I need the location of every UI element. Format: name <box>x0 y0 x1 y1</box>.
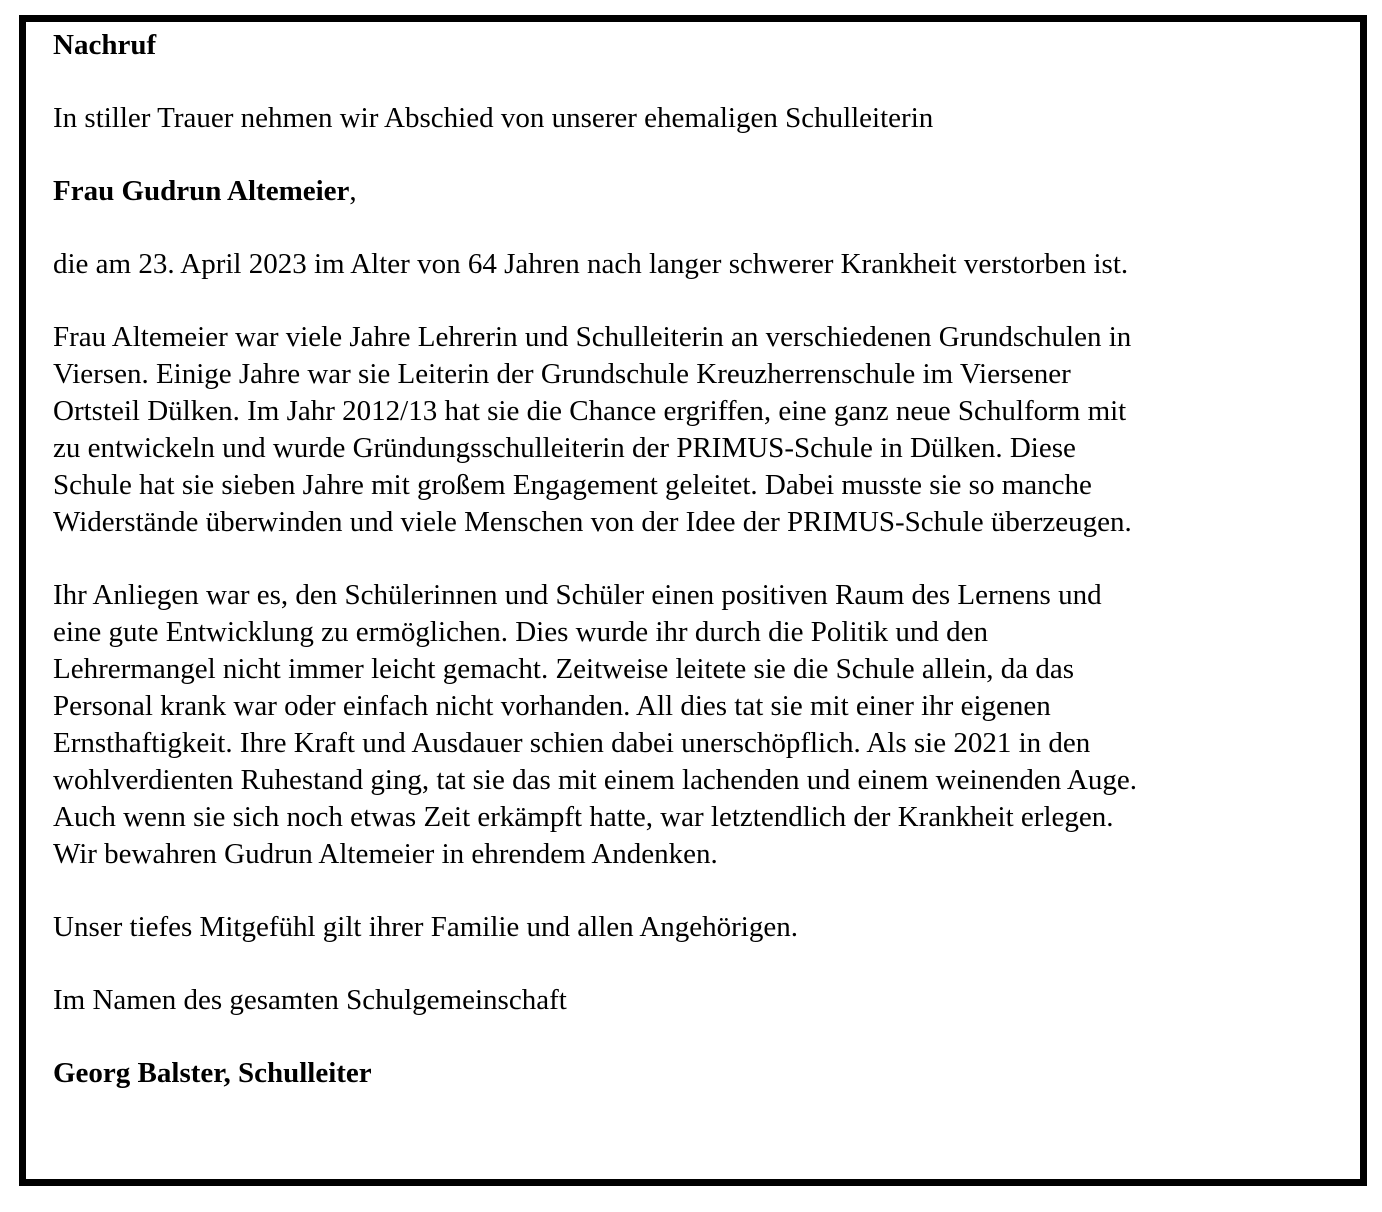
paragraph-line: Ortsteil Dülken. Im Jahr 2012/13 hat sie die Chance ergriffen, eine ganz neue Schulform mit <box>53 395 1127 427</box>
paragraph-line: zu entwickeln und wurde Gründungsschulleiterin der PRIMUS-Schule in Dülken. Diese <box>53 432 1076 464</box>
paragraph-line: Personal krank war oder einfach nicht vorhanden. All dies tat sie mit einer ihr eigenen <box>53 690 1051 722</box>
intro-line: In stiller Trauer nehmen wir Abschied von unserer ehemaligen Schulleiterin <box>53 102 934 134</box>
on-behalf-line: Im Namen des gesamten Schulgemeinschaft <box>53 984 567 1016</box>
paragraph-legacy <box>53 577 1333 873</box>
deceased-name-line <box>53 173 1333 210</box>
deceased-name: Frau Gudrun Altemeier <box>53 175 350 207</box>
paragraph-line: Viersen. Einige Jahre war sie Leiterin der Grundschule Kreuzherrenschule im Viersener <box>53 358 1071 390</box>
paragraph-line: Ihr Anliegen war es, den Schülerinnen und Schüler einen positiven Raum des Lernens und <box>53 579 1102 611</box>
paragraph-line: wohlverdienten Ruhestand ging, tat sie das mit einem lachenden und einem weinenden Auge. <box>53 764 1137 796</box>
paragraph-line: eine gute Entwicklung zu ermöglichen. Dies wurde ihr durch die Politik und den <box>53 616 989 648</box>
paragraph-line: Auch wenn sie sich noch etwas Zeit erkämpft hatte, war letztendlich der Krankheit erlegen. <box>53 801 1114 833</box>
obituary-text <box>53 27 1333 1092</box>
condolence-line: Unser tiefes Mitgefühl gilt ihrer Familie und allen Angehörigen. <box>53 911 798 943</box>
death-notice: die am 23. April 2023 im Alter von 64 Jahren nach langer schwerer Krankheit verstorben ist. <box>53 248 1129 280</box>
paragraph-line: Schule hat sie sieben Jahre mit großem Engagement geleitet. Dabei musste sie so manche <box>53 469 1092 501</box>
paragraph-line: Wir bewahren Gudrun Altemeier in ehrendem Andenken. <box>53 838 718 870</box>
paragraph-line: Widerstände überwinden und viele Menschen von der Idee der PRIMUS-Schule überzeugen. <box>53 506 1132 538</box>
heading: Nachruf <box>53 29 157 61</box>
paragraph-career <box>53 319 1333 541</box>
paragraph-line: Frau Altemeier war viele Jahre Lehrerin und Schulleiterin an verschiedenen Grundschulen in <box>53 321 1132 353</box>
paragraph-line: Lehrermangel nicht immer leicht gemacht. Zeitweise leitete sie die Schule allein, da das <box>53 653 1075 685</box>
name-comma: , <box>349 175 357 207</box>
signature: Georg Balster, Schulleiter <box>53 1057 372 1089</box>
paragraph-line: Ernsthaftigkeit. Ihre Kraft und Ausdauer schien dabei unerschöpflich. Als sie 2021 in den <box>53 727 1091 759</box>
